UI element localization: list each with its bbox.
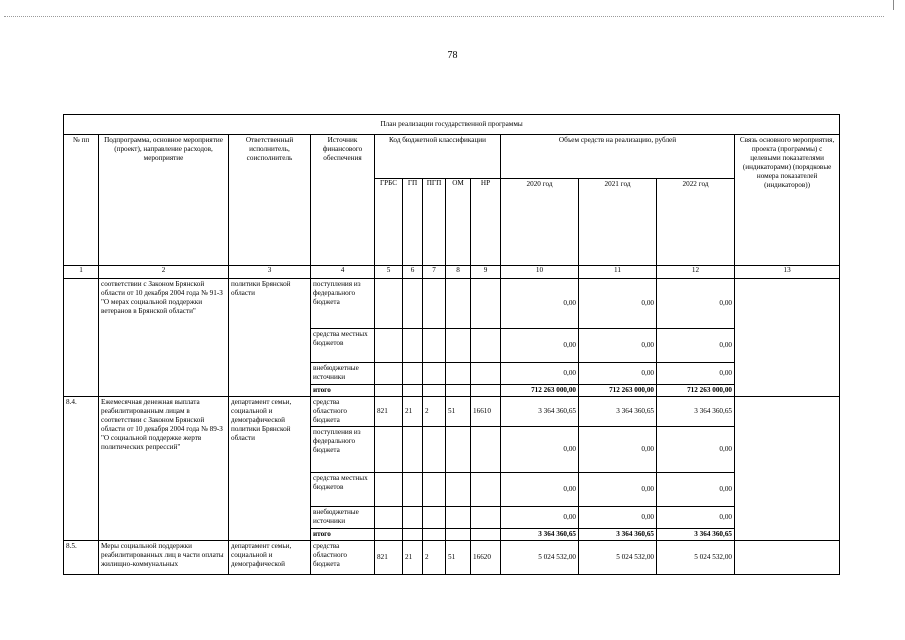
row-nr (471, 385, 501, 397)
col-number: 10 (501, 266, 579, 279)
header-volume: Объем средств на реализацию, рублей (501, 135, 735, 179)
row-nr (471, 507, 501, 529)
row-grbs (375, 507, 403, 529)
scan-edge-mark (893, 0, 894, 10)
row-grbs (375, 385, 403, 397)
row-source: внебюджетные источники (311, 363, 375, 385)
row-value-2022: 5 024 532,00 (657, 541, 735, 575)
row-om (446, 473, 471, 507)
row-pgp (423, 385, 446, 397)
row-value-2020: 0,00 (501, 329, 579, 363)
row-value-2021: 3 364 360,65 (579, 397, 657, 427)
row-value-2021: 0,00 (579, 279, 657, 329)
row-grbs: 821 (375, 541, 403, 575)
row-om (446, 427, 471, 473)
row-value-2021: 0,00 (579, 329, 657, 363)
row-source: поступления из федерального бюджета (311, 279, 375, 329)
row-nr (471, 529, 501, 541)
row-grbs (375, 529, 403, 541)
row-nr (471, 279, 501, 329)
row-grbs (375, 473, 403, 507)
row-value-2020: 0,00 (501, 427, 579, 473)
row-om: 51 (446, 397, 471, 427)
col-number: 3 (229, 266, 311, 279)
header-year-2021: 2021 год (579, 179, 657, 266)
row-value-2021: 712 263 000,00 (579, 385, 657, 397)
col-number: 8 (446, 266, 471, 279)
row-grbs: 821 (375, 397, 403, 427)
row-value-2022: 0,00 (657, 427, 735, 473)
row-value-2020: 0,00 (501, 507, 579, 529)
col-number: 6 (403, 266, 423, 279)
row-om (446, 385, 471, 397)
row-pgp (423, 363, 446, 385)
row-pgp (423, 529, 446, 541)
row-value-2020: 712 263 000,00 (501, 385, 579, 397)
col-number: 1 (64, 266, 99, 279)
col-number: 2 (99, 266, 229, 279)
row-value-2020: 0,00 (501, 279, 579, 329)
row-pgp (423, 279, 446, 329)
row-nr (471, 329, 501, 363)
row-value-2020: 3 364 360,65 (501, 397, 579, 427)
header-subprogram: Подпрограмма, основное мероприятие (проект), направление расходов, мероприятие (99, 135, 229, 266)
row-gp (403, 427, 423, 473)
row-gp (403, 363, 423, 385)
table-row (64, 397, 840, 427)
row-responsible: политики Брянской области (229, 279, 311, 397)
row-source: средства местных бюджетов (311, 473, 375, 507)
row-gp: 21 (403, 541, 423, 575)
row-value-2022: 0,00 (657, 329, 735, 363)
row-value-2022: 0,00 (657, 473, 735, 507)
row-value-2022: 0,00 (657, 363, 735, 385)
row-gp (403, 507, 423, 529)
row-pgp (423, 427, 446, 473)
col-number: 12 (657, 266, 735, 279)
row-grbs (375, 427, 403, 473)
row-num (64, 279, 99, 397)
row-name: соответствии с Законом Брянской области от 10 декабря 2004 года № 91-З "О мерах социальной поддержки ветеранов в Брянской области" (99, 279, 229, 397)
row-value-2022: 3 364 360,65 (657, 529, 735, 541)
row-value-2022: 0,00 (657, 279, 735, 329)
col-number: 4 (311, 266, 375, 279)
header-budget-code: Код бюджетной классификации (375, 135, 501, 179)
header-source: Источник финансового обеспечения (311, 135, 375, 266)
header-responsible: Ответственный исполнитель, соисполнитель (229, 135, 311, 266)
col-number: 7 (423, 266, 446, 279)
header-link: Связь основного мероприятия, проекта (программы) с целевыми показателями (индикаторами) (порядковые номера показателей (индикаторов)) (735, 135, 840, 266)
row-gp (403, 473, 423, 507)
header-num: № пп (64, 135, 99, 266)
row-value-2020: 0,00 (501, 473, 579, 507)
row-link (735, 279, 840, 397)
row-value-2020: 3 364 360,65 (501, 529, 579, 541)
header-year-2022: 2022 год (657, 179, 735, 266)
row-value-2021: 0,00 (579, 363, 657, 385)
header-year-2020: 2020 год (501, 179, 579, 266)
row-value-2021: 0,00 (579, 473, 657, 507)
row-gp (403, 279, 423, 329)
header-gp: ГП (403, 179, 423, 266)
row-pgp (423, 329, 446, 363)
page-number: 78 (447, 50, 458, 61)
row-value-2021: 5 024 532,00 (579, 541, 657, 575)
row-pgp (423, 473, 446, 507)
row-value-2021: 0,00 (579, 507, 657, 529)
row-name: Ежемесячная денежная выплата реабилитированным лицам в соответствии с Законом Брянской области от 10 декабря 2004 года № 89-З "О социальной поддержке жертв политических репрессий" (99, 397, 229, 541)
row-om (446, 279, 471, 329)
row-source: средства местных бюджетов (311, 329, 375, 363)
row-grbs (375, 329, 403, 363)
row-gp (403, 329, 423, 363)
row-responsible: департамент семьи, социальной и демографической политики Брянской области (229, 397, 311, 541)
row-link (735, 541, 840, 575)
row-value-2021: 3 364 360,65 (579, 529, 657, 541)
row-value-2022: 0,00 (657, 507, 735, 529)
row-source: итого (311, 385, 375, 397)
row-source: итого (311, 529, 375, 541)
row-num: 8.4. (64, 397, 99, 541)
row-om (446, 329, 471, 363)
row-value-2022: 712 263 000,00 (657, 385, 735, 397)
row-om (446, 507, 471, 529)
row-num: 8.5. (64, 541, 99, 575)
table-row (64, 279, 840, 329)
row-om (446, 529, 471, 541)
row-value-2022: 3 364 360,65 (657, 397, 735, 427)
header-pgp: ПГП (423, 179, 446, 266)
row-pgp: 2 (423, 397, 446, 427)
row-nr (471, 427, 501, 473)
row-grbs (375, 279, 403, 329)
header-nr: НР (471, 179, 501, 266)
row-name: Меры социальной поддержки реабилитированных лиц в части оплаты жилищно-коммунальных (99, 541, 229, 575)
row-nr: 16610 (471, 397, 501, 427)
row-pgp (423, 507, 446, 529)
row-nr: 16620 (471, 541, 501, 575)
header-grbs: ГРБС (375, 179, 403, 266)
row-link (735, 397, 840, 541)
table-title: План реализации государственной программы (64, 115, 840, 135)
table-row (64, 541, 840, 575)
row-value-2020: 0,00 (501, 363, 579, 385)
row-source: внебюджетные источники (311, 507, 375, 529)
row-responsible: департамент семьи, социальной и демографической (229, 541, 311, 575)
row-grbs (375, 363, 403, 385)
row-source: средства областного бюджета (311, 397, 375, 427)
row-value-2021: 0,00 (579, 427, 657, 473)
row-gp (403, 529, 423, 541)
row-nr (471, 363, 501, 385)
col-number: 5 (375, 266, 403, 279)
row-value-2020: 5 024 532,00 (501, 541, 579, 575)
row-pgp: 2 (423, 541, 446, 575)
row-source: поступления из федерального бюджета (311, 427, 375, 473)
row-source: средства областного бюджета (311, 541, 375, 575)
scan-artifact-line (4, 16, 884, 17)
col-number: 9 (471, 266, 501, 279)
header-om: ОМ (446, 179, 471, 266)
plan-table (63, 114, 840, 575)
row-om (446, 363, 471, 385)
row-nr (471, 473, 501, 507)
row-gp (403, 385, 423, 397)
col-number: 13 (735, 266, 840, 279)
row-om: 51 (446, 541, 471, 575)
row-gp: 21 (403, 397, 423, 427)
col-number: 11 (579, 266, 657, 279)
